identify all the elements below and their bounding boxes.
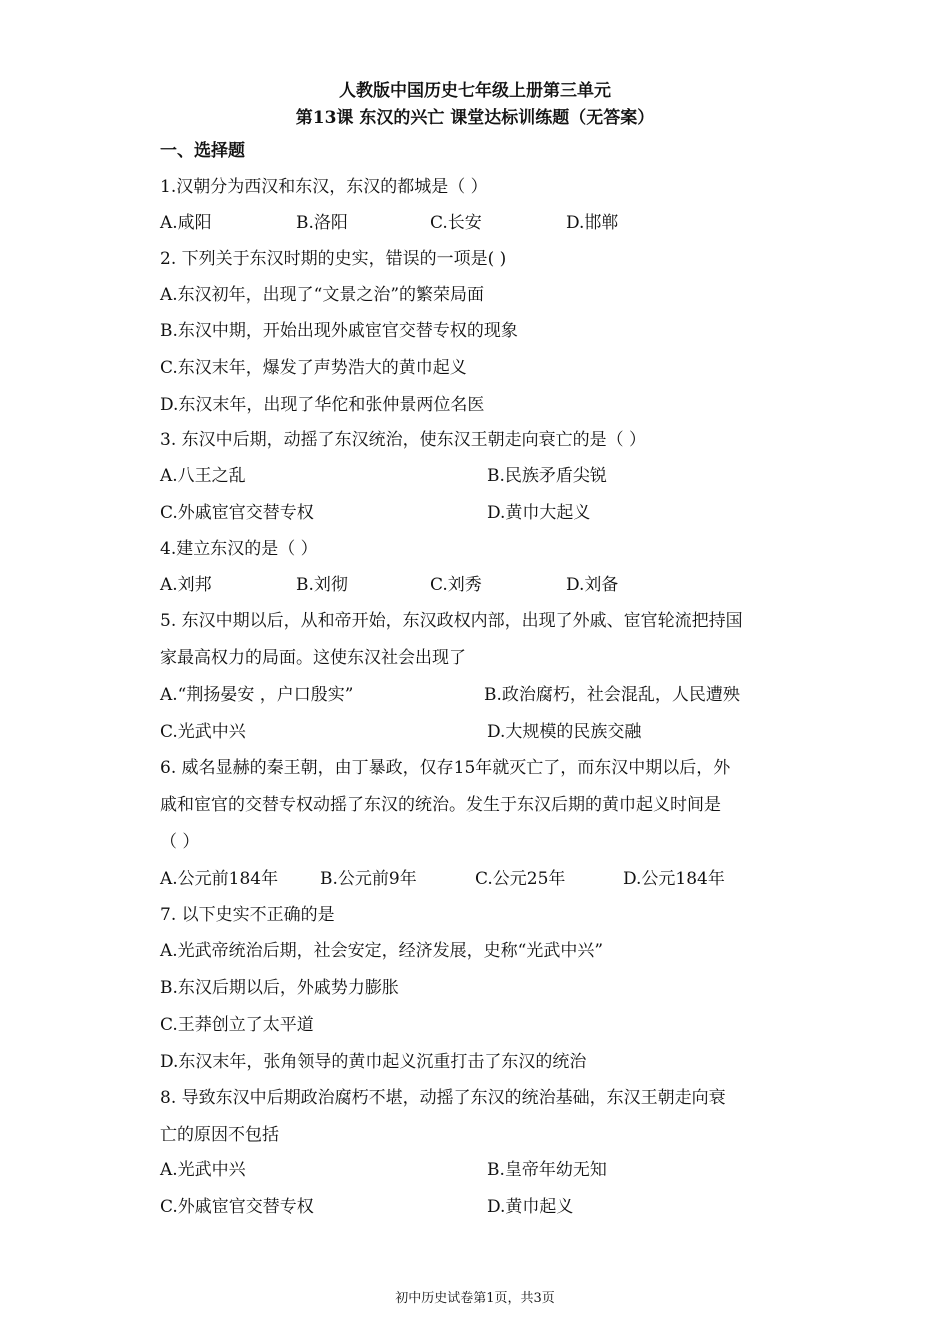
q3-option-c: C.外戚宦官交替专权 — [160, 503, 314, 523]
q8-option-c: C.外戚宦官交替专权 — [160, 1197, 314, 1217]
question-4-stem: 4.建立东汉的是（ ） — [160, 539, 318, 559]
q4-option-d: D.刘备 — [566, 575, 619, 595]
q6-option-a: A.公元前184年 — [160, 869, 279, 889]
q7-option-d: D.东汉末年，张角领导的黄巾起义沉重打击了东汉的统治 — [160, 1052, 587, 1072]
q4-option-c: C.刘秀 — [430, 575, 482, 595]
question-6-stem-line-1: 6. 威名显赫的秦王朝，由丁暴政，仅存15年就灭亡了，而东汉中期以后，外 — [160, 758, 731, 778]
q7-option-c: C.王莽创立了太平道 — [160, 1015, 314, 1035]
page-footer: 初中历史试卷第1页，共3页 — [395, 1291, 555, 1306]
q1-option-b: B.洛阳 — [296, 213, 348, 233]
question-5-stem-line-2: 家最高权力的局面。这使东汉社会出现了 — [160, 648, 466, 668]
q5-option-b: B.政治腐朽，社会混乱，人民遭殃 — [484, 685, 740, 705]
q8-option-b: B.皇帝年幼无知 — [487, 1160, 607, 1180]
q3-option-a: A.八王之乱 — [160, 466, 246, 486]
question-5-stem-line-1: 5. 东汉中期以后，从和帝开始，东汉政权内部，出现了外戚、宦官轮流把持国 — [160, 611, 743, 631]
q6-option-b: B.公元前9年 — [320, 869, 417, 889]
question-2-stem: 2. 下列关于东汉时期的史实，错误的一项是( ) — [160, 249, 507, 269]
question-6-stem-line-2: 戚和宦官的交替专权动摇了东汉的统治。发生于东汉后期的黄巾起义时间是 — [160, 795, 721, 815]
title-line-1: 人教版中国历史七年级上册第三单元 — [339, 81, 611, 101]
q4-option-b: B.刘彻 — [296, 575, 348, 595]
q7-option-a: A.光武帝统治后期，社会安定，经济发展，史称“光武中兴” — [160, 941, 604, 961]
q3-option-b: B.民族矛盾尖锐 — [487, 466, 607, 486]
q2-option-d: D.东汉末年，出现了华佗和张仲景两位名医 — [160, 395, 485, 415]
section-heading: 一、选择题 — [160, 141, 245, 161]
question-8-stem-line-1: 8. 导致东汉中后期政治腐朽不堪，动摇了东汉的统治基础，东汉王朝走向衰 — [160, 1088, 726, 1108]
question-8-stem-line-2: 亡的原因不包括 — [160, 1125, 279, 1145]
question-6-stem-line-3: （ ） — [160, 832, 200, 852]
q8-option-a: A.光武中兴 — [160, 1160, 246, 1180]
q2-option-b: B.东汉中期，开始出现外戚宦官交替专权的现象 — [160, 321, 518, 341]
question-7-stem: 7. 以下史实不正确的是 — [160, 905, 335, 925]
title-line-2: 第13课 东汉的兴亡 课堂达标训练题（无答案） — [295, 108, 655, 128]
q5-option-a: A.“荆扬晏安 ，户口殷实” — [160, 685, 354, 705]
q1-option-d: D.邯郸 — [566, 213, 619, 233]
question-3-stem: 3. 东汉中后期，动摇了东汉统治，使东汉王朝走向衰亡的是（ ） — [160, 430, 647, 450]
q1-option-a: A.咸阳 — [160, 213, 212, 233]
q1-option-c: C.长安 — [430, 213, 482, 233]
q8-option-d: D.黄巾起义 — [487, 1197, 574, 1217]
q4-option-a: A.刘邦 — [160, 575, 212, 595]
q5-option-c: C.光武中兴 — [160, 722, 246, 742]
q6-option-d: D.公元184年 — [623, 869, 725, 889]
q7-option-b: B.东汉后期以后，外戚势力膨胀 — [160, 978, 399, 998]
q5-option-d: D.大规模的民族交融 — [487, 722, 642, 742]
q2-option-c: C.东汉末年，爆发了声势浩大的黄巾起义 — [160, 358, 467, 378]
q3-option-d: D.黄巾大起义 — [487, 503, 591, 523]
q6-option-c: C.公元25年 — [475, 869, 566, 889]
q2-option-a: A.东汉初年，出现了“文景之治”的繁荣局面 — [160, 285, 485, 305]
question-1-stem: 1.汉朝分为西汉和东汉，东汉的都城是（ ） — [160, 177, 488, 197]
